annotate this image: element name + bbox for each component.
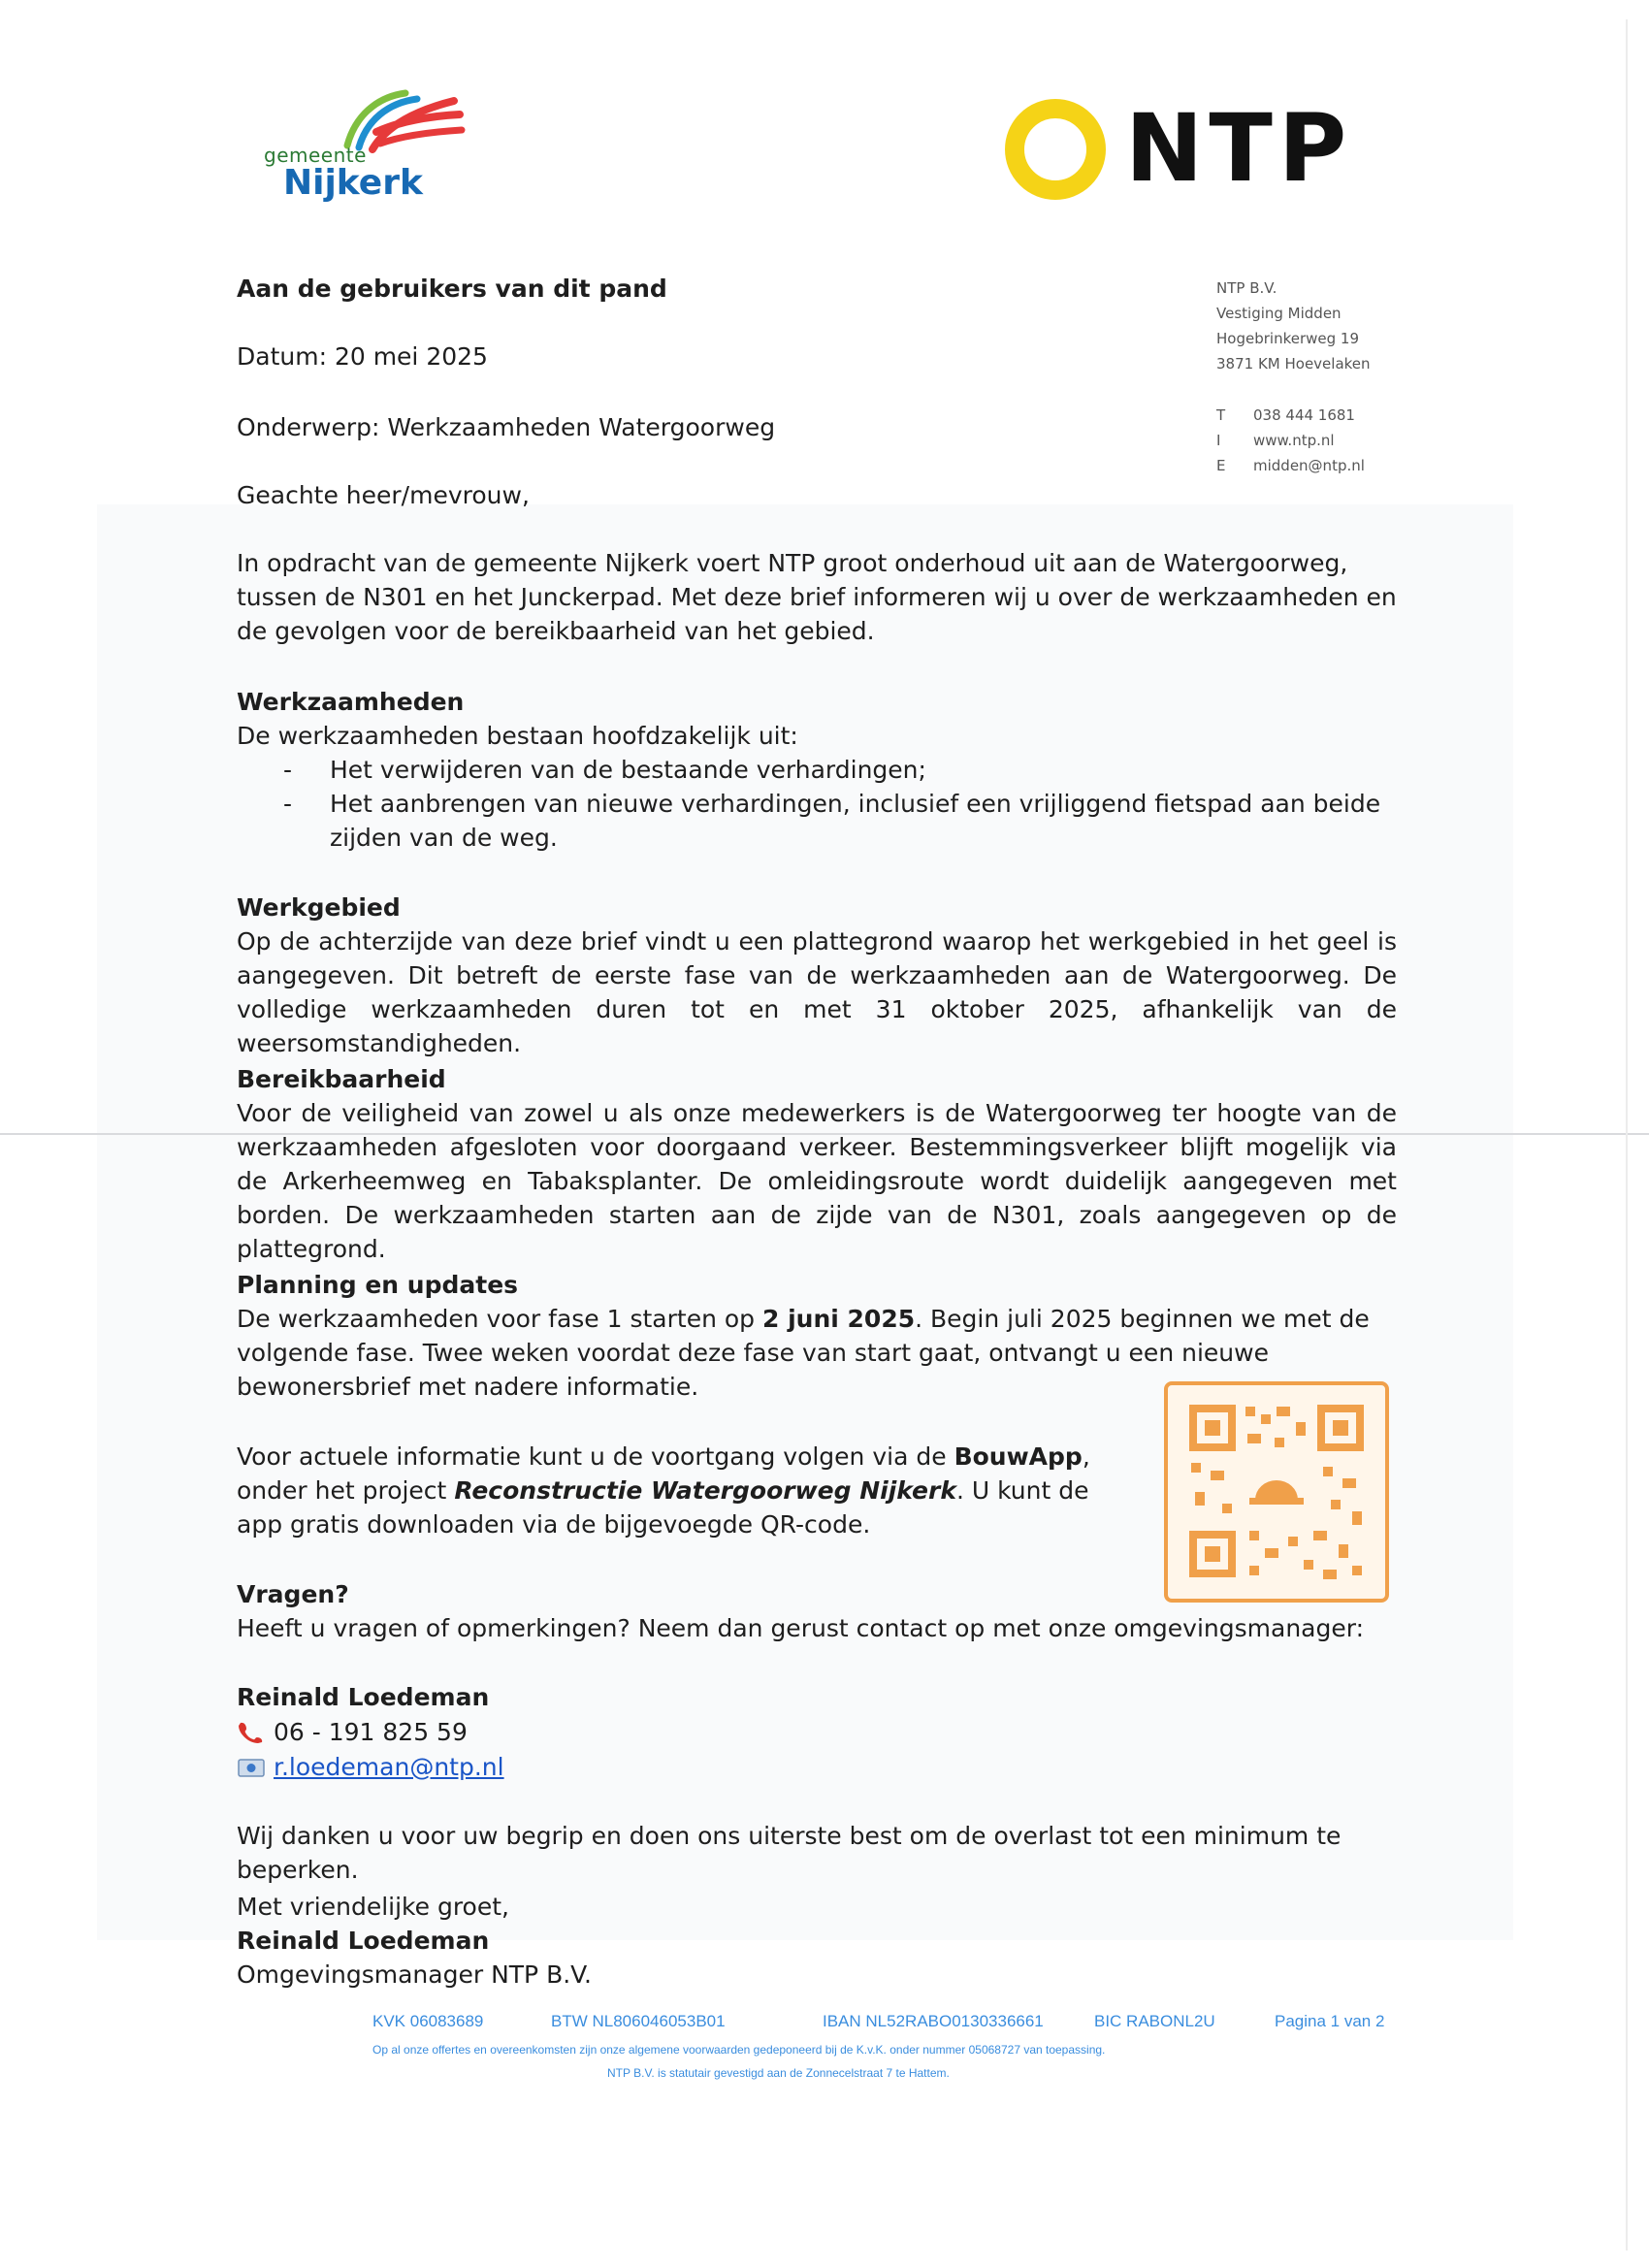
footer-iban: IBAN NL52RABO0130336661 [823,2012,1044,2030]
phone-key: T [1216,406,1226,424]
footer-kvk: KVK 06083689 [372,2012,484,2030]
section-heading-werkgebied: Werkgebied [237,893,401,922]
contact-phone: 06 - 191 825 59 [274,1718,468,1746]
salutation: Geachte heer/mevrouw, [237,481,530,509]
questions-text: Heeft u vragen of opmerkingen? Neem dan gerust contact op met onze omgevingsmanager: [237,1614,1364,1642]
bullet-mark: - [283,756,293,784]
paper-edge [1626,19,1628,2251]
planning-text: De werkzaamheden voor fase 1 starten op [237,1305,762,1333]
section-heading-vragen: Vragen? [237,1580,349,1608]
contact-name: Reinald Loedeman [237,1683,490,1711]
intro-paragraph: In opdracht van de gemeente Nijkerk voert NTP groot onderhoud uit aan de Watergoorweg, tussen de N301 en het Junckerpad. Met deze brief informeren wij u over de werkzaamheden en de gevolgen voor de bereikbaarheid van het gebied. [237,549,1397,645]
access-paragraph: Voor de veiligheid van zowel u als onze medewerkers is de Watergoorweg ter hoogte van de werkzaamheden afgesloten voor doorgaand verkeer. Bestemmingsverkeer blijft mogelijk via de Arkerheemweg en Tabaksplanter. De omleidingsroute wordt duidelijk aangegeven met borden. De werkzaamheden starten aan de zijde van de N301, zoals aangegeven op de plattegrond. [237,1099,1397,1263]
bouwapp-qr-code[interactable] [1164,1381,1389,1603]
start-date-bold: 2 juni 2025 [762,1305,916,1333]
logo-nijkerk-text: Nijkerk [283,163,423,203]
ntp-logo [1001,95,1397,202]
planning-text: . Begin juli 2025 beginnen we met de volgende fase. Twee weken voordat deze fase van start gaat, ontvangt u een nieuwe bewonersbrief met nadere informatie. [237,1305,1370,1401]
bouwapp-name: BouwApp [954,1442,1083,1471]
email-icon [237,1757,266,1778]
sender-website: www.ntp.nl [1253,432,1335,449]
ntp-logo-text: NTP [1125,94,1353,203]
work-lead: De werkzaamheden bestaan hoofdzakelijk uit: [237,722,798,750]
qr-code-icon [1168,1385,1385,1599]
logo-gemeente-text: gemeente [264,144,367,167]
sender-branch: Vestiging Midden [1216,305,1342,322]
footer-page-number: Pagina 1 van 2 [1275,2012,1385,2030]
sender-email: midden@ntp.nl [1253,457,1365,474]
project-name: Reconstructie Watergoorweg Nijkerk [454,1476,956,1505]
closing-paragraph: Wij danken u voor uw begrip en doen ons uiterste best om de overlast tot een minimum te beperken. [237,1822,1342,1884]
signer-name: Reinald Loedeman [237,1927,490,1955]
footer-bic: BIC RABONL2U [1094,2012,1215,2030]
bouwapp-text: Voor actuele informatie kunt u de voortgang volgen via de [237,1442,954,1471]
sender-street: Hogebrinkerweg 19 [1216,330,1359,347]
contact-email-row [237,1750,1397,1784]
web-key: I [1216,432,1221,449]
sender-city: 3871 KM Hoevelaken [1216,355,1371,373]
sender-phone: 038 444 1681 [1253,406,1355,424]
section-heading-bereikbaarheid: Bereikbaarheid [237,1065,446,1093]
date-line: Datum: 20 mei 2025 [237,342,488,371]
greeting: Met vriendelijke groet, [237,1893,509,1921]
bouwapp-text: . U kunt de app gratis downloaden via de bijgevoegde QR-code. [237,1476,1089,1539]
sender-company: NTP B.V. [1216,279,1277,297]
phone-icon [237,1720,266,1743]
ntp-ring-icon [1001,95,1110,204]
footer-terms: Op al onze offertes en overeenkomsten zijn onze algemene voorwaarden gedeponeerd bij de K.v.K. onder nummer 05068727 van toepassing. [372,2043,1106,2057]
contact-email-link[interactable]: r.loedeman@ntp.nl [274,1753,504,1781]
bouwapp-paragraph [237,1440,1139,1541]
bullet-mark: - [283,790,293,818]
recipient-line: Aan de gebruikers van dit pand [237,275,667,303]
section-heading-planning: Planning en updates [237,1271,519,1299]
footer-registered-office: NTP B.V. is statutair gevestigd aan de Zonnecelstraat 7 te Hattem. [607,2066,950,2080]
signer-title: Omgevingsmanager NTP B.V. [237,1960,592,1989]
section-heading-werkzaamheden: Werkzaamheden [237,688,465,716]
subject-line: Onderwerp: Werkzaamheden Watergoorweg [237,413,776,441]
area-paragraph: Op de achterzijde van deze brief vindt u een plattegrond waarop het werkgebied in het geel is aangegeven. Dit betreft de eerste fase van de werkzaamheden aan de Watergoorweg. De volledige werkzaamheden duren tot en met 31 oktober 2025, afhankelijk van de weersomstandigheden. [237,927,1397,1057]
work-item: Het verwijderen van de bestaande verhardingen; [330,756,926,784]
work-item: Het aanbrengen van nieuwe verhardingen, inclusief een vrijliggend fietspad aan beide zijden van de weg. [330,790,1381,852]
email-key: E [1216,457,1226,474]
bouwapp-text: , onder het project [237,1442,1090,1505]
gemeente-nijkerk-logo [260,87,483,209]
contact-phone-row [237,1715,1397,1749]
footer-btw: BTW NL806046053B01 [551,2012,726,2030]
